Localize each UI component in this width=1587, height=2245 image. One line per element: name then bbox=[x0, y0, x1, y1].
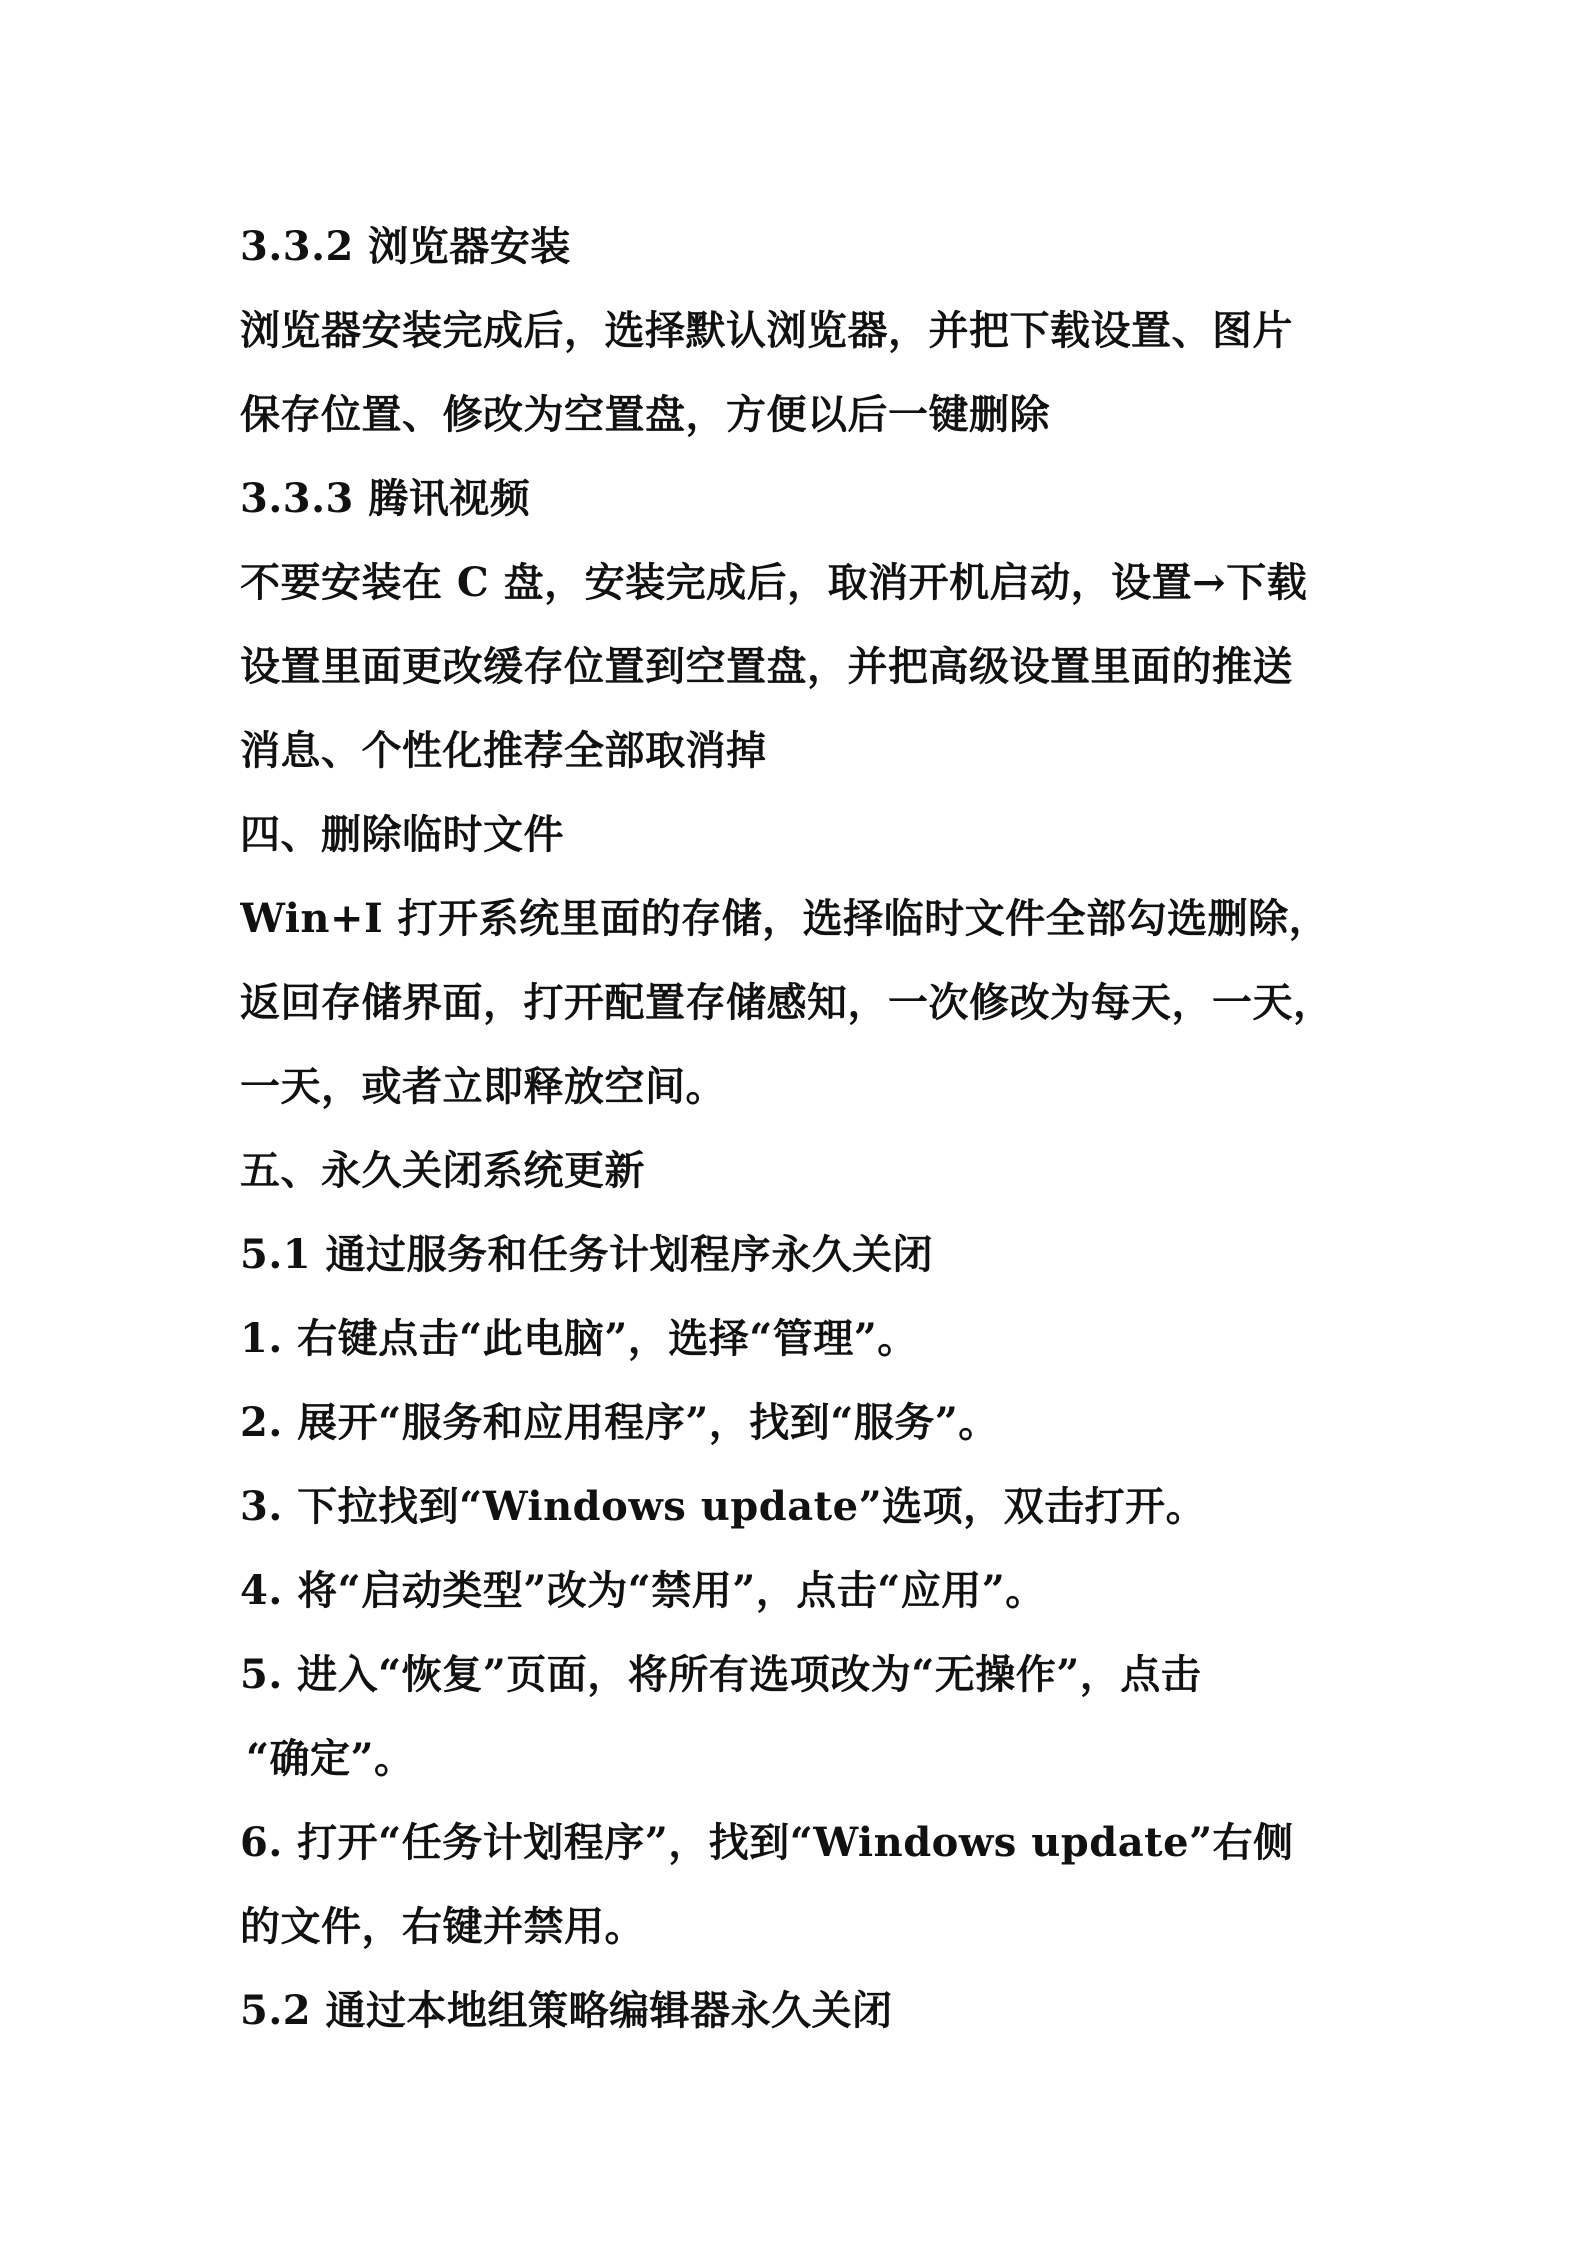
document-body bbox=[240, 205, 1360, 2053]
paragraph-line: 设置里面更改缓存位置到空置盘，并把高级设置里面的推送 bbox=[240, 643, 1293, 690]
step-item: 1. 右键点击“此电脑”，选择“管理”。 bbox=[240, 1315, 918, 1362]
step-item: 5. 进入“恢复”页面，将所有选项改为“无操作”，点击 bbox=[240, 1651, 1202, 1698]
paragraph-line: 消息、个性化推荐全部取消掉 bbox=[240, 727, 767, 774]
heading-delete-temp-files: 四、删除临时文件 bbox=[240, 811, 564, 858]
heading-browser-install: 3.3.2 浏览器安装 bbox=[240, 223, 571, 270]
step-item-continuation: “确定”。 bbox=[246, 1735, 415, 1782]
paragraph-line: 不要安装在 C 盘，安装完成后，取消开机启动，设置→下载 bbox=[240, 559, 1308, 606]
paragraph-line: 返回存储界面，打开配置存储感知，一次修改为每天，一天， bbox=[240, 979, 1334, 1026]
paragraph-line: 一天，或者立即释放空间。 bbox=[240, 1063, 726, 1110]
heading-tencent-video: 3.3.3 腾讯视频 bbox=[240, 475, 531, 522]
paragraph-line: 保存位置、修改为空置盘，方便以后一键删除 bbox=[240, 391, 1050, 438]
subheading-group-policy: 5.2 通过本地组策略编辑器永久关闭 bbox=[240, 1987, 893, 2034]
subheading-services: 5.1 通过服务和任务计划程序永久关闭 bbox=[240, 1231, 934, 1278]
step-item: 6. 打开“任务计划程序”，找到“Windows update”右侧 bbox=[240, 1819, 1294, 1866]
step-item: 2. 展开“服务和应用程序”，找到“服务”。 bbox=[240, 1399, 999, 1446]
paragraph-line: Win+I 打开系统里面的存储，选择临时文件全部勾选删除， bbox=[240, 895, 1330, 942]
step-item-continuation: 的文件，右键并禁用。 bbox=[240, 1903, 645, 1950]
paragraph-line: 浏览器安装完成后，选择默认浏览器，并把下载设置、图片 bbox=[240, 307, 1293, 354]
step-item: 4. 将“启动类型”改为“禁用”，点击“应用”。 bbox=[240, 1567, 1046, 1614]
step-item: 3. 下拉找到“Windows update”选项，双击打开。 bbox=[240, 1483, 1207, 1530]
heading-disable-updates: 五、永久关闭系统更新 bbox=[240, 1147, 645, 1194]
